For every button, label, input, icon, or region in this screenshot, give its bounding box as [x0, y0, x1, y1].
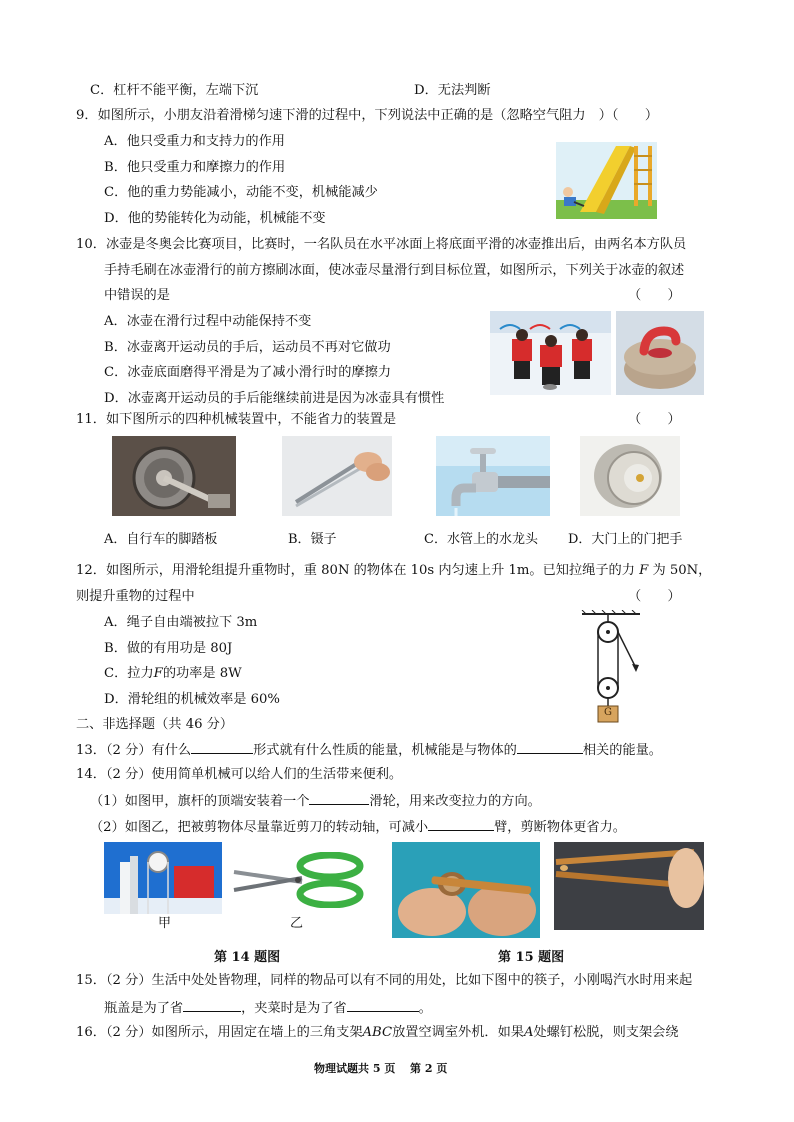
q15-line1: 15．（2 分）生活中处处皆物理，同样的物品可以有不同的用处，比如下图中的筷子，小刚喝汽水时用来起 — [76, 973, 693, 988]
q11-caption-c: C．水管上的水龙头 — [424, 532, 538, 547]
section-2-title: 二、非选择题（共 46 分） — [76, 717, 234, 732]
q12-option-d: D．滑轮组的机械效率是 60% — [104, 692, 280, 707]
q15-blank-1[interactable] — [183, 998, 241, 1012]
q12-stem-line1-text: 12．如图所示，用滑轮组提升重物时，重 80N 的物体在 10s 内匀速上升 1m。已知拉绳子的力 — [76, 563, 635, 578]
pulley-weight-label: G — [604, 707, 612, 718]
q12-option-b: B．做的有用功是 80J — [104, 641, 233, 656]
q8-option-d: D．无法判断 — [414, 83, 491, 98]
chopsticks-open-bottle-image — [392, 842, 540, 938]
q11-caption-d: D．大门上的门把手 — [568, 532, 683, 547]
q13-text-c: 相关的能量。 — [582, 743, 662, 758]
q10-stem-line2: 手持毛刷在冰壶滑行的前方擦刷冰面，使冰壶尽量滑行到目标位置，如图所示，下列关于冰壶的叙述 — [104, 263, 685, 278]
chopsticks-pick-food-image — [554, 842, 704, 930]
q16-text-a: 16．（2 分）如图所示，用固定在墙上的三角支架 — [76, 1025, 363, 1040]
q13-line — [76, 740, 662, 760]
door-knob-image — [580, 436, 680, 516]
footer-total-pages: 物理试题共 5 页 — [314, 1062, 396, 1075]
q13-blank-2[interactable] — [517, 740, 583, 754]
q14-part1-text-b: 滑轮，用来改变拉力的方向。 — [369, 794, 541, 809]
q10-option-c: C．冰壶底面磨得平滑是为了减小滑行时的摩擦力 — [104, 365, 392, 380]
q15-text-a: 瓶盖是为了省 — [104, 1001, 184, 1016]
q15-line2 — [104, 998, 432, 1018]
q12-option-a: A．绳子自由端被拉下 3m — [104, 615, 258, 630]
label-yi: 乙 — [290, 916, 304, 931]
q10-stem-line3: 中错误的是 — [104, 288, 170, 303]
q13-blank-1[interactable] — [191, 740, 253, 754]
q13-text-b: 形式就有什么性质的能量，机械能是与物体的 — [253, 743, 517, 758]
fig15-caption: 第 15 题图 — [498, 950, 565, 965]
q14-part2-text-a: （2）如图乙，把被剪物体尽量靠近剪刀的转动轴，可减小 — [90, 820, 429, 835]
q15-text-c: 。 — [418, 1001, 432, 1016]
q14-blank-1[interactable] — [309, 791, 369, 805]
q14-part2-text-b: 臂，剪断物体更省力。 — [494, 820, 626, 835]
q10-answer-paren: （ ） — [628, 288, 681, 303]
label-jia: 甲 — [158, 916, 172, 931]
q14-part1-text-a: （1）如图甲，旗杆的顶端安装着一个 — [90, 794, 310, 809]
pulley-diagram — [578, 610, 648, 726]
q11-answer-paren: （ ） — [628, 412, 681, 427]
q15-blank-2[interactable] — [347, 998, 419, 1012]
q8-option-c: C．杠杆不能平衡，左端下沉 — [90, 83, 259, 98]
slide-image — [556, 142, 657, 219]
q9-stem: 9．如图所示，小朋友沿着滑梯匀速下滑的过程中，下列说法中正确的是（忽略空气阻力 ）（ ） — [76, 108, 659, 123]
curling-players-image — [490, 311, 611, 395]
q11-caption-a: A．自行车的脚踏板 — [104, 532, 218, 547]
q9-option-b: B．他只受重力和摩擦力的作用 — [104, 160, 286, 175]
q12-answer-paren: （ ） — [628, 589, 681, 604]
q16-text-b: 放置空调室外机．如果 — [392, 1025, 524, 1040]
curling-stone-image — [616, 311, 704, 395]
scissors-image — [230, 852, 370, 908]
q15-text-b: ，夹菜时是为了省 — [241, 1001, 347, 1016]
q10-option-d: D．冰壶离开运动员的手后能继续前进是因为冰壶具有惯性 — [104, 391, 445, 406]
q10-option-b: B．冰壶离开运动员的手后，运动员不再对它做功 — [104, 340, 391, 355]
q16-line1 — [76, 1024, 679, 1042]
footer-page-number: 第 2 页 — [410, 1062, 448, 1075]
q14-stem: 14．（2 分）使用简单机械可以给人们的生活带来便利。 — [76, 767, 403, 782]
q11-stem: 11．如下图所示的四种机械装置中，不能省力的装置是 — [76, 412, 397, 427]
q9-option-a: A．他只受重力和支持力的作用 — [104, 134, 285, 149]
q12-option-c — [104, 665, 242, 683]
tweezers-image — [282, 436, 392, 516]
q12-option-c-post: 的功率是 8W — [162, 666, 242, 681]
q11-caption-b: B．镊子 — [288, 532, 337, 547]
q10-option-a: A．冰壶在滑行过程中动能保持不变 — [104, 314, 312, 329]
q16-abc: ABC — [362, 1025, 393, 1040]
bicycle-pedal-image — [112, 436, 236, 516]
q9-option-d: D．他的势能转化为动能，机械能不变 — [104, 211, 326, 226]
q9-option-c: C．他的重力势能减小，动能不变，机械能减少 — [104, 185, 378, 200]
q12-stem-line1-tail: 为 50N， — [652, 563, 712, 578]
q12-stem-line2: 则提升重物的过程中 — [76, 589, 195, 604]
q12-var-f: F — [639, 563, 649, 578]
q16-text-c: 处螺钉松脱，则支架会绕 — [533, 1025, 679, 1040]
q16-var-a: A — [523, 1025, 534, 1040]
q12-stem-line1 — [76, 562, 711, 580]
water-tap-image — [436, 436, 550, 516]
q13-text-a: 13．（2 分）有什么 — [76, 743, 192, 758]
q12-option-c-pre: C．拉力 — [104, 666, 154, 681]
q12-option-c-var: F — [153, 666, 163, 681]
q14-part1 — [90, 791, 541, 811]
q10-stem-line1: 10．冰壶是冬奥会比赛项目，比赛时，一名队员在水平冰面上将底面平滑的冰壶推出后，由两名本方队员 — [76, 237, 687, 252]
q14-part2 — [90, 817, 626, 837]
q14-blank-2[interactable] — [428, 817, 494, 831]
fig14-caption: 第 14 题图 — [214, 950, 281, 965]
flagpole-pulley-image — [104, 842, 222, 914]
